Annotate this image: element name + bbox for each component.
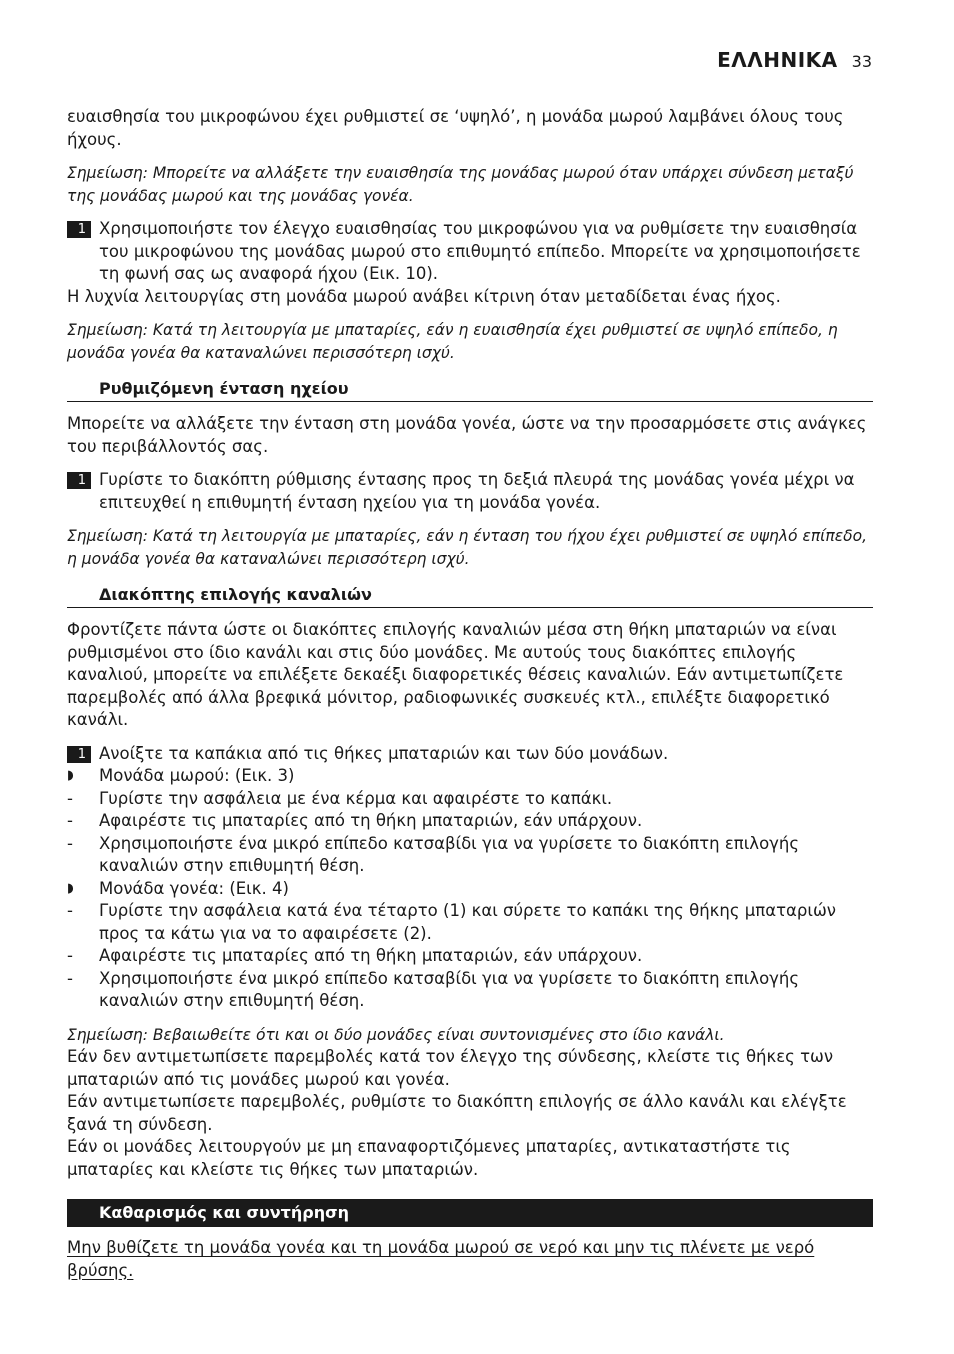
bullet-icon: ◗ [67,768,74,783]
baby-unit-heading [67,765,873,788]
list-item-text: Γυρίστε την ασφάλεια κατά ένα τέταρτο (1) και σύρετε το καπάκι της θήκης μπαταριών προς τα κάτω για να το αφαιρέσετε (2). [99,901,836,943]
list-item-text: Αφαιρέστε τις μπαταρίες από τη θήκη μπαταριών, εάν υπάρχουν. [99,811,643,830]
step-microphone [67,218,873,286]
after-note-paragraph: Εάν δεν αντιμετωπίσετε παρεμβολές κατά τον έλεγχο της σύνδεσης, κλείστε τις θήκες των μπαταριών από τις μονάδες μωρού και γονέα. [67,1047,834,1089]
list-item [67,945,873,968]
list-item-text: Αφαιρέστε τις μπαταρίες από τη θήκη μπαταριών, εάν υπάρχουν. [99,946,643,965]
after-note-paragraph: Εάν αντιμετωπίσετε παρεμβολές, ρυθμίστε το διακόπτη επιλογής σε άλλο κανάλι και ελέγξτε ξανά τη σύνδεση. [67,1092,847,1134]
list-item [67,900,873,945]
list-item-text: Χρησιμοποιήστε ένα μικρό επίπεδο κατσαβίδι για να γυρίσετε το διακόπτη επιλογής καναλιών στην επιθυμητή θέση. [99,968,800,1010]
list-item [67,833,873,878]
step-result: Η λυχνία λειτουργίας στη μονάδα μωρού ανάβει κίτρινη όταν μεταδίδεται ένας ήχος. [67,286,781,306]
intro-paragraph: ευαισθησία του μικροφώνου έχει ρυθμιστεί σε ‘υψηλό’, η μονάδα μωρού λαμβάνει όλους τους ήχους. [67,107,844,149]
dash-icon: - [67,833,73,853]
language-label: ΕΛΛΗΝΙΚΑ [717,48,838,72]
list-item [67,968,873,1013]
step-text: Γυρίστε το διακόπτη ρύθμισης έντασης προς τη δεξιά πλευρά της μονάδας γονέα μέχρι να επιτευχθεί η επιθυμητή ένταση ηχείου για τη μονάδα γονέα. [99,470,855,512]
dash-icon: - [67,946,73,965]
parent-unit-heading [67,878,873,901]
after-note-paragraph: Εάν οι μονάδες λειτουργούν με μη επαναφορτιζόμενες μπαταρίες, αντικαταστήστε τις μπαταρίες και κλείστε τις θήκες των μπαταριών. [67,1137,791,1179]
step-number: 1 [67,221,91,238]
dash-icon: - [67,811,73,830]
step-volume [67,469,873,514]
page-content [67,106,873,1282]
step-text: Χρησιμοποιήστε τον έλεγχο ευαισθησίας του μικροφώνου για να ρυθμίσετε την ευαισθησία του μικροφώνου της μονάδας μωρού στο επιθυμητό επίπεδο. Μπορείτε να χρησιμοποιήσετε τη φωνή σας ως αναφορά ήχου (Εικ. 10). [99,219,861,283]
step-number: 1 [67,746,91,763]
step-text: Ανοίξτε τα καπάκια από τις θήκες μπαταριών και των δύο μονάδων. [99,743,669,763]
page-header [717,48,872,72]
step-open-covers [67,743,873,766]
section-heading-cleaning: Καθαρισμός και συντήρηση [67,1199,873,1227]
channel-paragraph: Φροντίζετε πάντα ώστε οι διακόπτες επιλογής καναλιών μέσα στη θήκη μπαταριών να είναι ρυθμισμένοι στο ίδιο κανάλι και στις δύο μονάδες. Με αυτούς τους διακόπτες επιλογής καναλιού, μπορείτε να επιλέξετε δεκαέξι διαφορετικές θέσεις καναλιών. Εάν αντιμετωπίζετε παρεμβολές από άλλα βρεφικά μόνιτορ, ραδιοφωνικές συσκευές κτλ., επιλέξτε διαφορετικό κανάλι. [67,620,844,729]
note-battery-volume: Σημείωση: Κατά τη λειτουργία με μπαταρίες, εάν η ένταση του ήχου έχει ρυθμιστεί σε υψηλό επίπεδο, η μονάδα γονέα θα καταναλώνει περισσότερη ισχύ. [67,527,868,568]
section-heading-channel: Διακόπτης επιλογής καναλιών [67,584,873,608]
list-item-text: Χρησιμοποιήστε ένα μικρό επίπεδο κατσαβίδι για να γυρίσετε το διακόπτη επιλογής καναλιών στην επιθυμητή θέση. [99,833,800,875]
bullet-icon: ◗ [67,880,74,896]
bullet-text: Μονάδα γονέα: (Εικ. 4) [99,878,289,898]
note-same-channel: Σημείωση: Βεβαιωθείτε ότι και οι δύο μονάδες είναι συντονισμένες στο ίδιο κανάλι. [67,1025,725,1044]
dash-icon: - [67,968,73,988]
step-number: 1 [67,472,91,489]
page-number: 33 [851,52,872,71]
note-sensitivity: Σημείωση: Μπορείτε να αλλάξετε την ευαισθησία της μονάδας μωρού όταν υπάρχει σύνδεση μεταξύ της μονάδας μωρού και της μονάδας γονέα. [67,164,854,205]
volume-paragraph: Μπορείτε να αλλάξετε την ένταση στη μονάδα γονέα, ώστε να την προσαρμόσετε στις ανάγκες του περιβάλλοντός σας. [67,414,867,456]
section-heading-volume: Ρυθμιζόμενη ένταση ηχείου [67,378,873,402]
list-item-text: Γυρίστε την ασφάλεια με ένα κέρμα και αφαιρέστε το καπάκι. [99,788,613,808]
list-item [67,788,873,811]
dash-icon: - [67,788,73,808]
dash-icon: - [67,901,73,920]
cleaning-warning: Μην βυθίζετε τη μονάδα γονέα και τη μονάδα μωρού σε νερό και μην τις πλένετε με νερό βρύσης. [67,1238,815,1280]
list-item [67,810,873,833]
bullet-text: Μονάδα μωρού: (Εικ. 3) [99,766,295,785]
note-battery-sensitivity: Σημείωση: Κατά τη λειτουργία με μπαταρίες, εάν η ευαισθησία έχει ρυθμιστεί σε υψηλό επίπεδο, η μονάδα γονέα θα καταναλώνει περισσότερη ισχύ. [67,321,838,362]
